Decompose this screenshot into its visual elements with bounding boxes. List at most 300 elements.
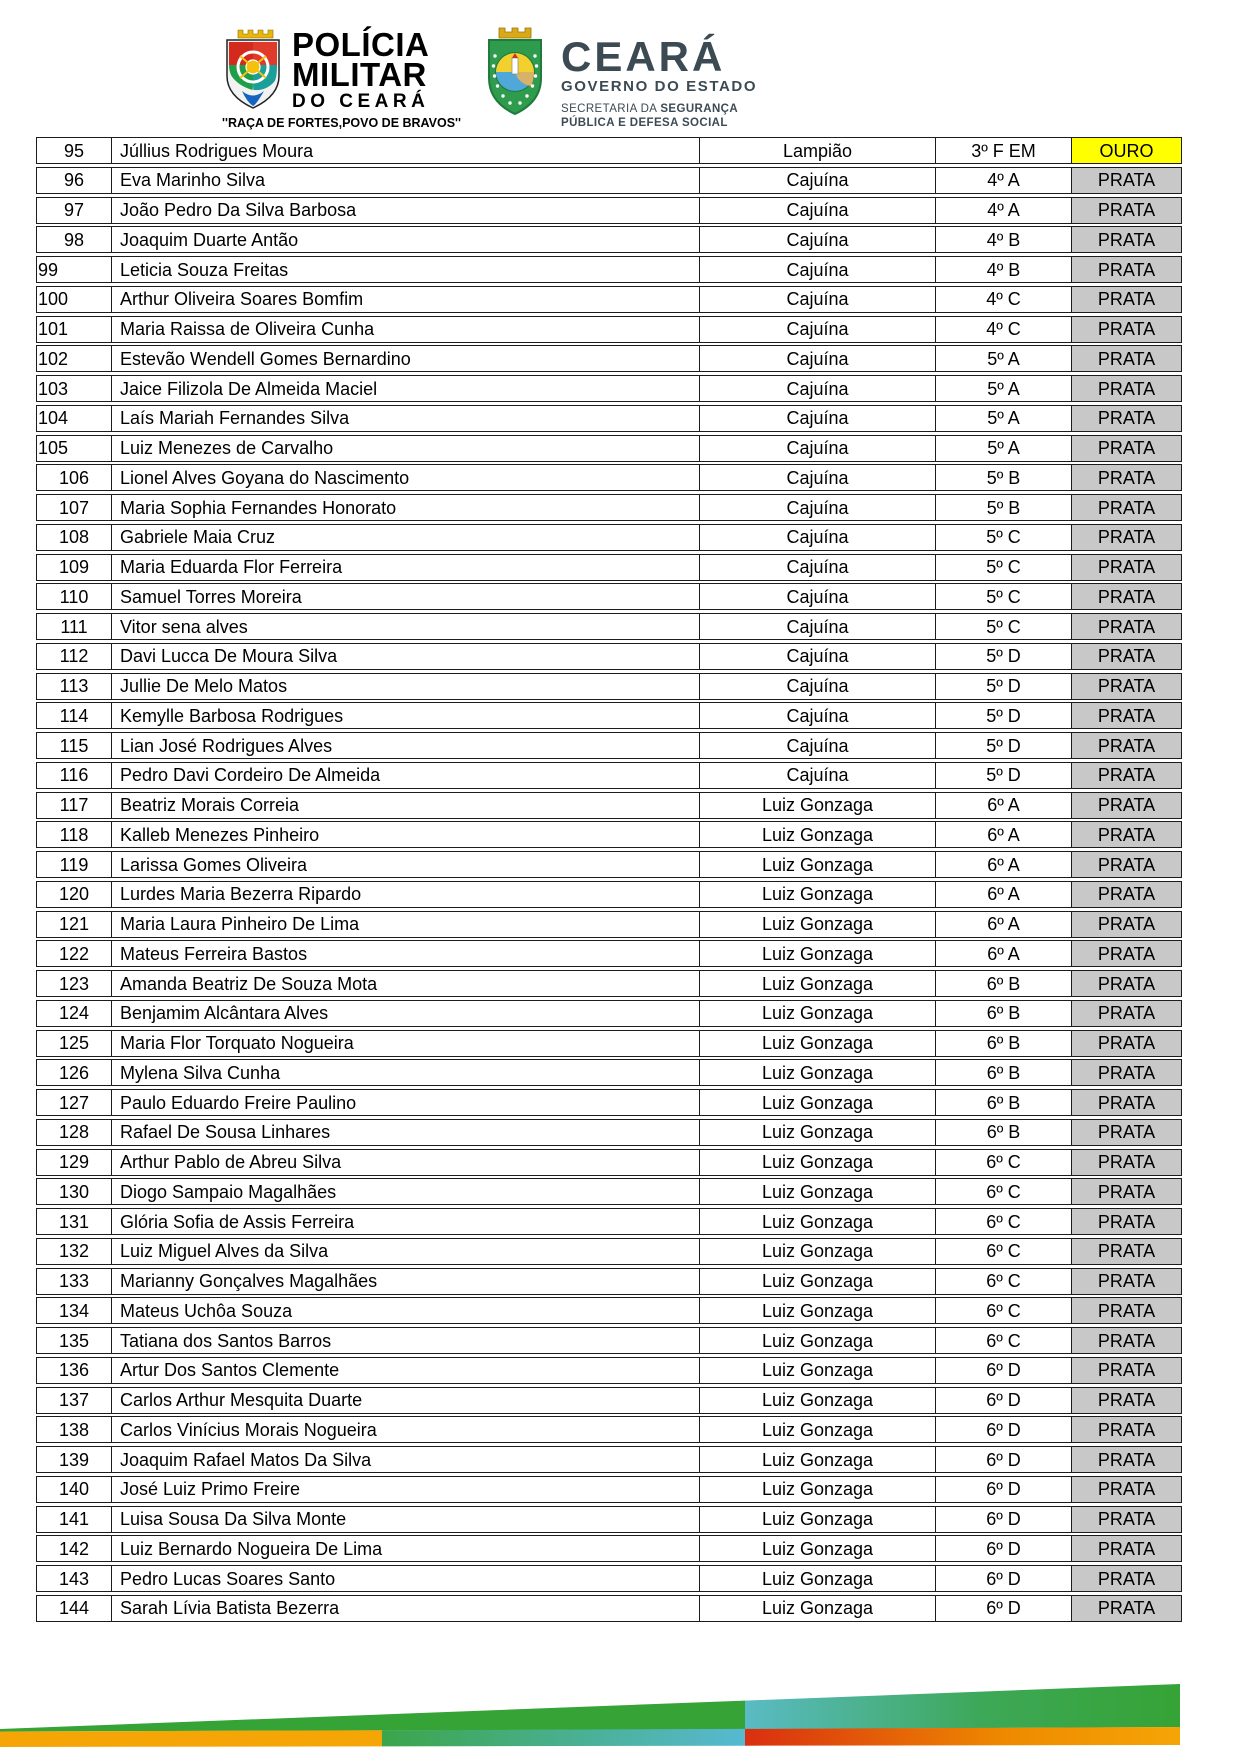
table-row [36, 762, 1182, 789]
school-cell: Cajuína [700, 317, 936, 342]
student-name-cell: Samuel Torres Moreira [112, 584, 700, 609]
student-name-cell: Tatiana dos Santos Barros [112, 1328, 700, 1353]
medal-results-table [36, 137, 1182, 1625]
student-name-cell: Lionel Alves Goyana do Nascimento [112, 465, 700, 490]
medal-badge-cell: PRATA [1072, 912, 1181, 937]
row-number-cell: 126 [37, 1060, 112, 1085]
school-cell: Luiz Gonzaga [700, 1328, 936, 1353]
class-cell: 5º C [936, 555, 1072, 580]
class-cell: 6º D [936, 1388, 1072, 1413]
row-number-cell: 122 [37, 941, 112, 966]
school-cell: Luiz Gonzaga [700, 1388, 936, 1413]
school-cell: Luiz Gonzaga [700, 1298, 936, 1323]
student-name-cell: Joaquim Duarte Antão [112, 227, 700, 252]
class-cell: 6º C [936, 1269, 1072, 1294]
results-table-body [36, 137, 1182, 1622]
student-name-cell: Diogo Sampaio Magalhães [112, 1179, 700, 1204]
class-cell: 6º D [936, 1507, 1072, 1532]
class-cell: 5º A [936, 436, 1072, 461]
medal-badge-cell: PRATA [1072, 1269, 1181, 1294]
table-row [36, 1506, 1182, 1533]
medal-badge-cell: PRATA [1072, 1090, 1181, 1115]
student-name-cell: Leticia Souza Freitas [112, 257, 700, 282]
medal-badge-cell: PRATA [1072, 584, 1181, 609]
row-number-cell: 111 [37, 614, 112, 639]
school-cell: Cajuína [700, 674, 936, 699]
school-cell: Luiz Gonzaga [700, 971, 936, 996]
student-name-cell: Luiz Bernardo Nogueira De Lima [112, 1536, 700, 1561]
student-name-cell: Kalleb Menezes Pinheiro [112, 822, 700, 847]
table-row [36, 583, 1182, 610]
row-number-cell: 113 [37, 674, 112, 699]
row-number-cell: 144 [37, 1596, 112, 1621]
class-cell: 6º B [936, 1031, 1072, 1056]
medal-badge-cell: PRATA [1072, 941, 1181, 966]
medal-badge-cell: PRATA [1072, 674, 1181, 699]
student-name-cell: Vitor sena alves [112, 614, 700, 639]
footer-wedge-gradient [745, 1684, 1180, 1729]
class-cell: 6º C [936, 1298, 1072, 1323]
medal-badge-cell: OURO [1072, 138, 1181, 163]
row-number-cell: 97 [37, 198, 112, 223]
medal-badge-cell: PRATA [1072, 376, 1181, 401]
table-row [36, 970, 1182, 997]
medal-badge-cell: PRATA [1072, 317, 1181, 342]
row-number-cell: 141 [37, 1507, 112, 1532]
class-cell: 5º B [936, 465, 1072, 490]
medal-badge-cell: PRATA [1072, 1179, 1181, 1204]
class-cell: 6º D [936, 1417, 1072, 1442]
class-cell: 6º B [936, 1060, 1072, 1085]
student-name-cell: Maria Flor Torquato Nogueira [112, 1031, 700, 1056]
class-cell: 6º C [936, 1328, 1072, 1353]
class-cell: 6º B [936, 1120, 1072, 1145]
row-number-cell: 132 [37, 1239, 112, 1264]
class-cell: 5º D [936, 733, 1072, 758]
table-row [36, 554, 1182, 581]
row-number-cell: 117 [37, 793, 112, 818]
table-row [36, 137, 1182, 164]
table-row [36, 286, 1182, 313]
class-cell: 5º D [936, 644, 1072, 669]
row-number-cell: 100 [37, 287, 112, 312]
footer-band-orange [0, 1730, 382, 1747]
class-cell: 6º B [936, 1001, 1072, 1026]
row-number-cell: 120 [37, 882, 112, 907]
student-name-cell: Rafael De Sousa Linhares [112, 1120, 700, 1145]
row-number-cell: 96 [37, 168, 112, 193]
row-number-cell: 142 [37, 1536, 112, 1561]
class-cell: 6º C [936, 1239, 1072, 1264]
medal-badge-cell: PRATA [1072, 346, 1181, 371]
student-name-cell: Laís Mariah Fernandes Silva [112, 406, 700, 431]
class-cell: 5º C [936, 614, 1072, 639]
school-cell: Luiz Gonzaga [700, 941, 936, 966]
table-row [36, 1357, 1182, 1384]
table-row [36, 256, 1182, 283]
class-cell: 5º D [936, 763, 1072, 788]
school-cell: Luiz Gonzaga [700, 882, 936, 907]
class-cell: 4º A [936, 198, 1072, 223]
student-name-cell: Joaquim Rafael Matos Da Silva [112, 1447, 700, 1472]
footer-band-teal [382, 1729, 745, 1747]
table-row [36, 405, 1182, 432]
secretariat-line1-regular: SECRETARIA DA [561, 103, 661, 115]
school-cell: Cajuína [700, 763, 936, 788]
student-name-cell: Eva Marinho Silva [112, 168, 700, 193]
row-number-cell: 143 [37, 1566, 112, 1591]
medal-badge-cell: PRATA [1072, 1001, 1181, 1026]
school-cell: Luiz Gonzaga [700, 1358, 936, 1383]
table-row [36, 167, 1182, 194]
school-cell: Luiz Gonzaga [700, 1477, 936, 1502]
table-row [36, 940, 1182, 967]
student-name-cell: Pedro Davi Cordeiro De Almeida [112, 763, 700, 788]
table-row [36, 643, 1182, 670]
medal-badge-cell: PRATA [1072, 257, 1181, 282]
class-cell: 6º C [936, 1209, 1072, 1234]
class-cell: 6º B [936, 1090, 1072, 1115]
medal-badge-cell: PRATA [1072, 1120, 1181, 1145]
student-name-cell: Arthur Oliveira Soares Bomfim [112, 287, 700, 312]
row-number-cell: 102 [37, 346, 112, 371]
medal-badge-cell: PRATA [1072, 793, 1181, 818]
row-number-cell: 128 [37, 1120, 112, 1145]
school-cell: Cajuína [700, 555, 936, 580]
student-name-cell: Luiz Miguel Alves da Silva [112, 1239, 700, 1264]
medal-badge-cell: PRATA [1072, 1328, 1181, 1353]
row-number-cell: 133 [37, 1269, 112, 1294]
row-number-cell: 107 [37, 495, 112, 520]
row-number-cell: 139 [37, 1447, 112, 1472]
student-name-cell: Amanda Beatriz De Souza Mota [112, 971, 700, 996]
student-name-cell: Luiz Menezes de Carvalho [112, 436, 700, 461]
pmce-logo [222, 26, 461, 130]
class-cell: 6º B [936, 971, 1072, 996]
medal-badge-cell: PRATA [1072, 1447, 1181, 1472]
table-row [36, 435, 1182, 462]
row-number-cell: 114 [37, 703, 112, 728]
school-cell: Cajuína [700, 525, 936, 550]
class-cell: 4º B [936, 227, 1072, 252]
class-cell: 4º B [936, 257, 1072, 282]
table-row [36, 1178, 1182, 1205]
row-number-cell: 123 [37, 971, 112, 996]
class-cell: 5º A [936, 346, 1072, 371]
table-row [36, 1565, 1182, 1592]
medal-badge-cell: PRATA [1072, 1060, 1181, 1085]
row-number-cell: 98 [37, 227, 112, 252]
class-cell: 4º A [936, 168, 1072, 193]
medal-badge-cell: PRATA [1072, 555, 1181, 580]
medal-badge-cell: PRATA [1072, 733, 1181, 758]
class-cell: 6º D [936, 1566, 1072, 1591]
medal-badge-cell: PRATA [1072, 1507, 1181, 1532]
class-cell: 5º B [936, 495, 1072, 520]
student-name-cell: João Pedro Da Silva Barbosa [112, 198, 700, 223]
row-number-cell: 115 [37, 733, 112, 758]
table-row [36, 524, 1182, 551]
class-cell: 6º A [936, 793, 1072, 818]
class-cell: 6º C [936, 1179, 1072, 1204]
ceara-subtitle: GOVERNO DO ESTADO [561, 78, 758, 95]
class-cell: 5º D [936, 703, 1072, 728]
medal-badge-cell: PRATA [1072, 1298, 1181, 1323]
table-row [36, 345, 1182, 372]
pmce-title-line3: DO CEARÁ [292, 91, 430, 112]
school-cell: Luiz Gonzaga [700, 1120, 936, 1145]
school-cell: Luiz Gonzaga [700, 1507, 936, 1532]
row-number-cell: 129 [37, 1150, 112, 1175]
school-cell: Cajuína [700, 733, 936, 758]
student-name-cell: Paulo Eduardo Freire Paulino [112, 1090, 700, 1115]
school-cell: Luiz Gonzaga [700, 822, 936, 847]
student-name-cell: Beatriz Morais Correia [112, 793, 700, 818]
class-cell: 6º A [936, 882, 1072, 907]
medal-badge-cell: PRATA [1072, 198, 1181, 223]
medal-badge-cell: PRATA [1072, 1150, 1181, 1175]
row-number-cell: 95 [37, 138, 112, 163]
row-number-cell: 125 [37, 1031, 112, 1056]
medal-badge-cell: PRATA [1072, 465, 1181, 490]
medal-badge-cell: PRATA [1072, 763, 1181, 788]
table-row [36, 911, 1182, 938]
table-row [36, 792, 1182, 819]
school-cell: Luiz Gonzaga [700, 1031, 936, 1056]
ceara-gov-logo [483, 24, 757, 130]
medal-badge-cell: PRATA [1072, 1239, 1181, 1264]
student-name-cell: Luisa Sousa Da Silva Monte [112, 1507, 700, 1532]
table-row [36, 494, 1182, 521]
medal-badge-cell: PRATA [1072, 1388, 1181, 1413]
table-row [36, 821, 1182, 848]
school-cell: Cajuína [700, 227, 936, 252]
student-name-cell: Jullie De Melo Matos [112, 674, 700, 699]
ceara-crest-icon [483, 24, 547, 116]
table-row [36, 375, 1182, 402]
class-cell: 6º D [936, 1477, 1072, 1502]
student-name-cell: Mateus Ferreira Bastos [112, 941, 700, 966]
medal-badge-cell: PRATA [1072, 1477, 1181, 1502]
row-number-cell: 137 [37, 1388, 112, 1413]
school-cell: Luiz Gonzaga [700, 1417, 936, 1442]
row-number-cell: 127 [37, 1090, 112, 1115]
class-cell: 5º A [936, 376, 1072, 401]
school-cell: Cajuína [700, 406, 936, 431]
medal-badge-cell: PRATA [1072, 822, 1181, 847]
school-cell: Luiz Gonzaga [700, 1269, 936, 1294]
student-name-cell: Sarah Lívia Batista Bezerra [112, 1596, 700, 1621]
class-cell: 5º A [936, 406, 1072, 431]
student-name-cell: Kemylle Barbosa Rodrigues [112, 703, 700, 728]
row-number-cell: 130 [37, 1179, 112, 1204]
row-number-cell: 103 [37, 376, 112, 401]
class-cell: 6º A [936, 912, 1072, 937]
row-number-cell: 106 [37, 465, 112, 490]
medal-badge-cell: PRATA [1072, 1209, 1181, 1234]
student-name-cell: Davi Lucca De Moura Silva [112, 644, 700, 669]
school-cell: Cajuína [700, 346, 936, 371]
row-number-cell: 104 [37, 406, 112, 431]
class-cell: 5º C [936, 584, 1072, 609]
table-row [36, 1238, 1182, 1265]
school-cell: Cajuína [700, 465, 936, 490]
student-name-cell: Carlos Arthur Mesquita Duarte [112, 1388, 700, 1413]
secretariat-line2: PÚBLICA E DEFESA SOCIAL [561, 117, 728, 129]
row-number-cell: 99 [37, 257, 112, 282]
school-cell: Cajuína [700, 257, 936, 282]
student-name-cell: Maria Sophia Fernandes Honorato [112, 495, 700, 520]
student-name-cell: Marianny Gonçalves Magalhães [112, 1269, 700, 1294]
medal-badge-cell: PRATA [1072, 1358, 1181, 1383]
class-cell: 3º F EM [936, 138, 1072, 163]
table-row [36, 881, 1182, 908]
school-cell: Cajuína [700, 614, 936, 639]
class-cell: 6º D [936, 1358, 1072, 1383]
school-cell: Cajuína [700, 436, 936, 461]
table-row [36, 1476, 1182, 1503]
medal-badge-cell: PRATA [1072, 1566, 1181, 1591]
school-cell: Luiz Gonzaga [700, 1566, 936, 1591]
school-cell: Cajuína [700, 376, 936, 401]
row-number-cell: 118 [37, 822, 112, 847]
class-cell: 6º D [936, 1596, 1072, 1621]
student-name-cell: Benjamim Alcântara Alves [112, 1001, 700, 1026]
class-cell: 6º A [936, 822, 1072, 847]
row-number-cell: 121 [37, 912, 112, 937]
medal-badge-cell: PRATA [1072, 971, 1181, 996]
pmce-title-line1: POLÍCIA [292, 26, 430, 63]
medal-badge-cell: PRATA [1072, 1536, 1181, 1561]
student-name-cell: Arthur Pablo de Abreu Silva [112, 1150, 700, 1175]
school-cell: Cajuína [700, 198, 936, 223]
row-number-cell: 138 [37, 1417, 112, 1442]
medal-badge-cell: PRATA [1072, 614, 1181, 639]
table-row [36, 1208, 1182, 1235]
row-number-cell: 105 [37, 436, 112, 461]
medal-badge-cell: PRATA [1072, 1596, 1181, 1621]
class-cell: 4º C [936, 317, 1072, 342]
school-cell: Cajuína [700, 584, 936, 609]
medal-badge-cell: PRATA [1072, 168, 1181, 193]
student-name-cell: Jaice Filizola De Almeida Maciel [112, 376, 700, 401]
school-cell: Luiz Gonzaga [700, 1179, 936, 1204]
student-name-cell: Júllius Rodrigues Moura [112, 138, 700, 163]
medal-badge-cell: PRATA [1072, 227, 1181, 252]
class-cell: 4º C [936, 287, 1072, 312]
student-name-cell: Lurdes Maria Bezerra Ripardo [112, 882, 700, 907]
table-row [36, 197, 1182, 224]
school-cell: Luiz Gonzaga [700, 912, 936, 937]
table-row [36, 1387, 1182, 1414]
table-row [36, 732, 1182, 759]
student-name-cell: Maria Raissa de Oliveira Cunha [112, 317, 700, 342]
row-number-cell: 124 [37, 1001, 112, 1026]
class-cell: 6º A [936, 941, 1072, 966]
row-number-cell: 108 [37, 525, 112, 550]
row-number-cell: 136 [37, 1358, 112, 1383]
table-row [36, 613, 1182, 640]
table-row [36, 1446, 1182, 1473]
school-cell: Cajuína [700, 644, 936, 669]
class-cell: 6º C [936, 1150, 1072, 1175]
table-row [36, 1000, 1182, 1027]
medal-badge-cell: PRATA [1072, 495, 1181, 520]
row-number-cell: 131 [37, 1209, 112, 1234]
school-cell: Luiz Gonzaga [700, 1060, 936, 1085]
table-row [36, 1268, 1182, 1295]
row-number-cell: 112 [37, 644, 112, 669]
student-name-cell: Glória Sofia de Assis Ferreira [112, 1209, 700, 1234]
student-name-cell: Artur Dos Santos Clemente [112, 1358, 700, 1383]
medal-badge-cell: PRATA [1072, 852, 1181, 877]
table-row [36, 1089, 1182, 1116]
table-row [36, 464, 1182, 491]
school-cell: Lampião [700, 138, 936, 163]
student-name-cell: Mylena Silva Cunha [112, 1060, 700, 1085]
medal-badge-cell: PRATA [1072, 287, 1181, 312]
school-cell: Luiz Gonzaga [700, 1001, 936, 1026]
pmce-title-line2: MILITAR [292, 56, 427, 93]
table-row [36, 226, 1182, 253]
school-cell: Cajuína [700, 703, 936, 728]
row-number-cell: 109 [37, 555, 112, 580]
student-name-cell: José Luiz Primo Freire [112, 1477, 700, 1502]
ceara-title: CEARÁ [561, 33, 726, 80]
school-cell: Luiz Gonzaga [700, 1447, 936, 1472]
student-name-cell: Carlos Vinícius Morais Nogueira [112, 1417, 700, 1442]
table-row [36, 673, 1182, 700]
class-cell: 6º A [936, 852, 1072, 877]
medal-badge-cell: PRATA [1072, 703, 1181, 728]
table-row [36, 1535, 1182, 1562]
row-number-cell: 110 [37, 584, 112, 609]
class-cell: 5º C [936, 525, 1072, 550]
table-row [36, 1059, 1182, 1086]
pmce-motto: ''RAÇA DE FORTES,POVO DE BRAVOS'' [222, 116, 461, 130]
student-name-cell: Maria Eduarda Flor Ferreira [112, 555, 700, 580]
class-cell: 5º D [936, 674, 1072, 699]
row-number-cell: 119 [37, 852, 112, 877]
table-row [36, 316, 1182, 343]
footer-ribbon-graphic [0, 1680, 1241, 1755]
student-name-cell: Lian José Rodrigues Alves [112, 733, 700, 758]
medal-badge-cell: PRATA [1072, 1031, 1181, 1056]
medal-badge-cell: PRATA [1072, 1417, 1181, 1442]
footer-band-red-orange [745, 1727, 1180, 1746]
table-row [36, 851, 1182, 878]
student-name-cell: Maria Laura Pinheiro De Lima [112, 912, 700, 937]
class-cell: 6º D [936, 1536, 1072, 1561]
medal-badge-cell: PRATA [1072, 644, 1181, 669]
table-row [36, 1119, 1182, 1146]
row-number-cell: 135 [37, 1328, 112, 1353]
medal-badge-cell: PRATA [1072, 525, 1181, 550]
medal-badge-cell: PRATA [1072, 406, 1181, 431]
school-cell: Luiz Gonzaga [700, 1536, 936, 1561]
secretariat-line1-bold: SEGURANÇA [660, 103, 739, 115]
student-name-cell: Pedro Lucas Soares Santo [112, 1566, 700, 1591]
row-number-cell: 116 [37, 763, 112, 788]
school-cell: Luiz Gonzaga [700, 1239, 936, 1264]
school-cell: Luiz Gonzaga [700, 1596, 936, 1621]
school-cell: Luiz Gonzaga [700, 852, 936, 877]
student-name-cell: Larissa Gomes Oliveira [112, 852, 700, 877]
row-number-cell: 140 [37, 1477, 112, 1502]
table-row [36, 1416, 1182, 1443]
table-row [36, 1030, 1182, 1057]
ceara-secretariat [561, 102, 757, 130]
